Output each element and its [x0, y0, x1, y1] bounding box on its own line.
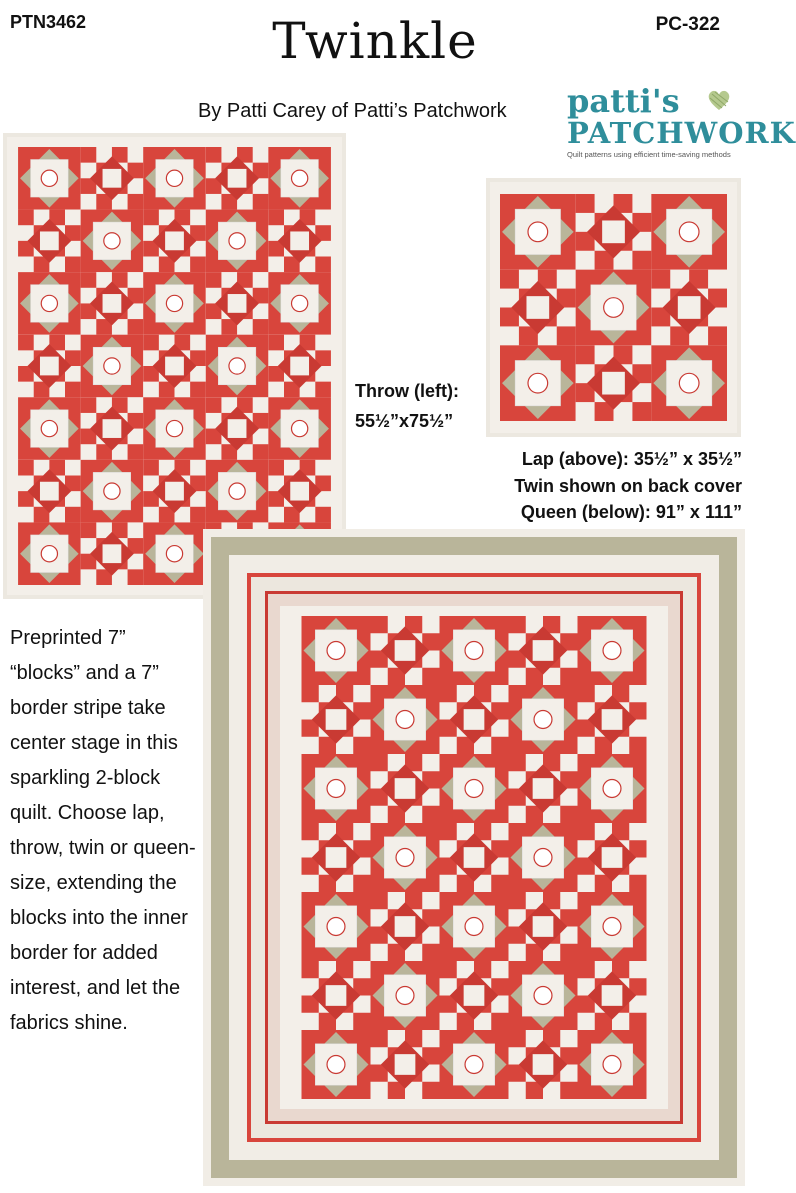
preprinted-block — [302, 616, 371, 685]
preprinted-block — [509, 823, 578, 892]
star-block — [81, 397, 144, 460]
preprinted-block — [268, 397, 331, 460]
preprinted-block — [509, 685, 578, 754]
preprinted-block — [500, 345, 576, 421]
preprinted-block — [440, 892, 509, 961]
star-block — [143, 460, 206, 523]
star-block — [268, 335, 331, 398]
preprinted-block — [268, 147, 331, 210]
star-block — [18, 460, 81, 523]
star-block — [81, 147, 144, 210]
star-block — [268, 460, 331, 523]
star-block — [500, 270, 576, 346]
throw-size: 55½”x75½” — [355, 411, 454, 431]
preprinted-block — [302, 754, 371, 823]
star-block — [509, 616, 578, 685]
preprinted-block — [18, 522, 81, 585]
preprinted-block — [18, 147, 81, 210]
preprinted-block — [81, 335, 144, 398]
star-block — [371, 754, 440, 823]
preprinted-block — [651, 345, 727, 421]
star-block — [18, 335, 81, 398]
star-block — [143, 335, 206, 398]
preprinted-block — [440, 616, 509, 685]
designer-byline: By Patti Carey of Patti’s Patchwork — [198, 100, 507, 122]
preprinted-block — [578, 1030, 647, 1099]
star-block — [576, 345, 652, 421]
star-block — [440, 685, 509, 754]
pattern-code: PTN3462 — [10, 12, 87, 32]
preprinted-block — [578, 754, 647, 823]
star-block — [509, 754, 578, 823]
pattern-title: Twinkle — [272, 12, 478, 70]
preprinted-block — [371, 823, 440, 892]
star-block — [81, 272, 144, 335]
star-block — [578, 685, 647, 754]
preprinted-block — [143, 397, 206, 460]
star-block — [206, 272, 269, 335]
star-block — [651, 270, 727, 346]
preprinted-block — [509, 961, 578, 1030]
preprinted-block — [578, 892, 647, 961]
preprinted-block — [143, 272, 206, 335]
preprinted-block — [81, 210, 144, 273]
star-block — [206, 397, 269, 460]
preprinted-block — [206, 335, 269, 398]
yarn-heart-icon — [706, 88, 732, 112]
star-block — [302, 961, 371, 1030]
product-code: PC-322 — [655, 14, 720, 35]
size-notes — [514, 446, 742, 526]
preprinted-block — [206, 460, 269, 523]
preprinted-block — [576, 270, 652, 346]
star-block — [509, 892, 578, 961]
preprinted-block — [578, 616, 647, 685]
preprinted-block — [18, 397, 81, 460]
star-block — [268, 210, 331, 273]
twin-note: Twin shown on back cover — [514, 475, 742, 496]
star-block — [302, 685, 371, 754]
star-block — [578, 823, 647, 892]
throw-size-label — [355, 376, 459, 436]
star-block — [578, 961, 647, 1030]
logo-line-1: patti's — [567, 82, 680, 120]
star-block — [440, 961, 509, 1030]
preprinted-block — [268, 272, 331, 335]
star-block — [509, 1030, 578, 1099]
preprinted-block — [143, 147, 206, 210]
preprinted-block — [18, 272, 81, 335]
star-block — [143, 210, 206, 273]
lap-quilt-image — [486, 178, 741, 437]
star-block — [576, 194, 652, 270]
preprinted-block — [81, 460, 144, 523]
queen-quilt-image — [203, 529, 745, 1186]
lap-size: Lap (above): 35½” x 35½” — [521, 449, 742, 469]
preprinted-block — [500, 194, 576, 270]
preprinted-block — [440, 1030, 509, 1099]
preprinted-block — [651, 194, 727, 270]
preprinted-block — [143, 522, 206, 585]
logo-tagline: Quilt patterns using efficient time-saving methods — [567, 150, 731, 159]
preprinted-block — [302, 1030, 371, 1099]
star-block — [371, 616, 440, 685]
logo-line-2: PATCHWORK — [567, 116, 796, 150]
preprinted-block — [302, 892, 371, 961]
queen-size: Queen (below): 91” x 111” — [520, 502, 742, 522]
star-block — [206, 147, 269, 210]
pattis-patchwork-logo — [567, 82, 796, 162]
preprinted-block — [440, 754, 509, 823]
pattern-description: Preprinted 7” “blocks” and a 7” border stripe take center stage in this sparkling 2-block quilt. Choose lap, throw, twin or queen-size, extending the blocks into the inner border for added interest, and let the fabrics shine. — [10, 627, 196, 1034]
star-block — [371, 1030, 440, 1099]
preprinted-block — [371, 961, 440, 1030]
star-block — [440, 823, 509, 892]
preprinted-block — [371, 685, 440, 754]
star-block — [302, 823, 371, 892]
throw-label: Throw (left): — [355, 381, 459, 401]
star-block — [18, 210, 81, 273]
star-block — [371, 892, 440, 961]
star-block — [81, 522, 144, 585]
preprinted-block — [206, 210, 269, 273]
